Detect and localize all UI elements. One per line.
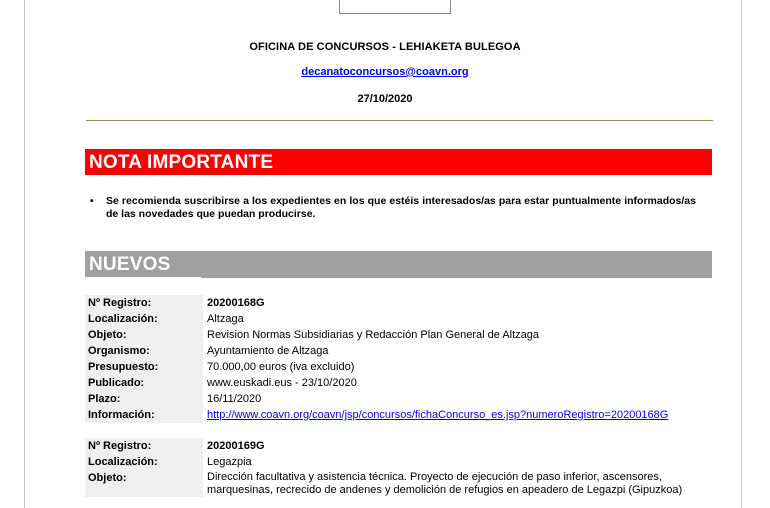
registro-value: 20200169G bbox=[207, 440, 265, 452]
record-row-plazo bbox=[85, 391, 712, 407]
record-row-localizacion bbox=[85, 311, 712, 327]
record-row-presupuesto bbox=[85, 359, 712, 375]
office-email bbox=[0, 66, 770, 78]
objeto-label: Objeto: bbox=[85, 327, 203, 343]
localizacion-value: Altzaga bbox=[207, 313, 244, 325]
header-divider bbox=[86, 120, 713, 121]
bullet-icon: • bbox=[90, 196, 94, 207]
record-row-organismo bbox=[85, 343, 712, 359]
section-underline bbox=[201, 277, 712, 278]
record-row-objeto bbox=[85, 327, 712, 343]
record-row-registro bbox=[85, 295, 712, 311]
important-note-banner: NOTA IMPORTANTE bbox=[85, 149, 712, 175]
important-note-text: Se recomienda suscribirse a los expedientes en los que estéis interesados/as para estar puntualmente informados/as de las novedades que puedan producirse. bbox=[106, 195, 696, 220]
objeto-label: Objeto: bbox=[85, 470, 203, 497]
organismo-label: Organismo: bbox=[85, 343, 203, 359]
record-row-publicado bbox=[85, 375, 712, 391]
email-link[interactable]: decanatoconcursos@coavn.org bbox=[301, 66, 469, 78]
plazo-value: 16/11/2020 bbox=[207, 393, 262, 405]
office-title: OFICINA DE CONCURSOS - LEHIAKETA BULEGOA bbox=[249, 41, 521, 53]
informacion-value bbox=[203, 407, 712, 423]
new-section-banner: NUEVOS bbox=[85, 251, 712, 277]
publicado-value: www.euskadi.eus - 23/10/2020 bbox=[207, 377, 357, 389]
objeto-value: Revision Normas Subsidiarias y Redacción Plan General de Altzaga bbox=[207, 329, 540, 341]
informacion-label: Información: bbox=[85, 407, 203, 423]
contest-record-1 bbox=[85, 295, 712, 423]
record-row-registro bbox=[85, 438, 712, 454]
localizacion-label: Localización: bbox=[85, 454, 203, 470]
document-date: 27/10/2020 bbox=[357, 93, 413, 105]
localizacion-label: Localización: bbox=[85, 311, 203, 327]
contest-detail-link[interactable]: http://www.coavn.org/coavn/jsp/concursos/fichaConcurso_es.jsp?numeroRegistro=20200168G bbox=[207, 409, 669, 421]
contest-record-2 bbox=[85, 438, 712, 497]
localizacion-value: Legazpia bbox=[207, 456, 252, 468]
registro-label: Nº Registro: bbox=[85, 438, 203, 454]
registro-label: Nº Registro: bbox=[85, 295, 203, 311]
presupuesto-value: 70.000,00 euros (iva excluido) bbox=[207, 361, 355, 373]
registro-value: 20200168G bbox=[207, 297, 265, 309]
presupuesto-label: Presupuesto: bbox=[85, 359, 203, 375]
record-row-informacion bbox=[85, 407, 712, 423]
organismo-value: Ayuntamiento de Altzaga bbox=[207, 345, 329, 357]
objeto-value: Dirección facultativa y asistencia técnica. Proyecto de ejecución de paso inferior, ascensores, marquesinas, recrecido de andenes y demolición de refugios en apeadero de Legazpi (Gipuzkoa) bbox=[207, 471, 683, 496]
header-logo-frame bbox=[339, 0, 451, 14]
plazo-label: Plazo: bbox=[85, 391, 203, 407]
record-row-objeto bbox=[85, 470, 712, 497]
record-row-localizacion bbox=[85, 454, 712, 470]
publicado-label: Publicado: bbox=[85, 375, 203, 391]
